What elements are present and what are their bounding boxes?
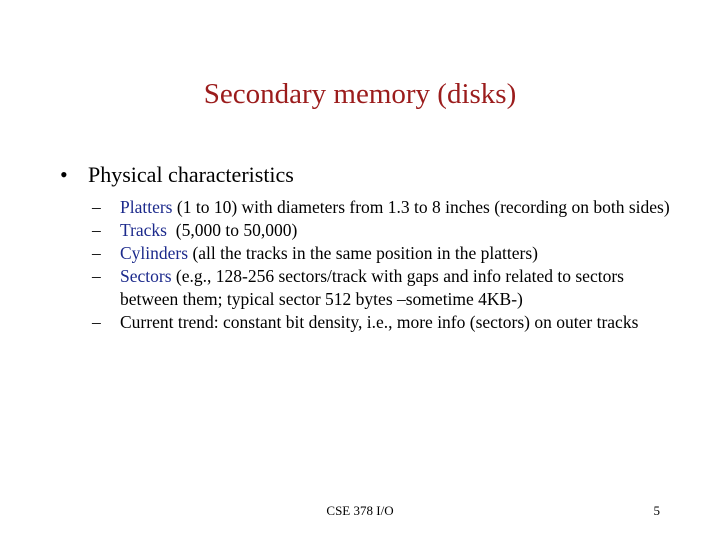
sub-bullet-list (92, 196, 672, 334)
bullet-text: Physical characteristics (88, 162, 294, 187)
dash-marker: – (92, 312, 101, 332)
item-text-platters: (1 to 10) with diameters from 1.3 to 8 inches (recording on both sides) (172, 197, 670, 217)
footer-course-label: CSE 378 I/O (326, 503, 394, 518)
term-cylinders: Cylinders (120, 243, 189, 263)
item-text-current-trend: Current trend: constant bit density, i.e., more info (sectors) on outer tracks (120, 312, 639, 332)
main-bullet (60, 160, 294, 190)
sub-item-current-trend (92, 311, 672, 334)
sub-item-sectors (92, 265, 672, 311)
slide-title: Secondary memory (disks) (203, 78, 517, 110)
dash-marker: – (92, 220, 101, 240)
item-text-sectors: (e.g., 128-256 sectors/track with gaps and info related to sectors between them; typical sector 512 bytes –sometime 4KB-) (120, 266, 624, 309)
dash-marker: – (92, 243, 101, 263)
sub-item-tracks (92, 219, 672, 242)
item-text-tracks: (5,000 to 50,000) (167, 220, 298, 240)
term-platters: Platters (120, 197, 173, 217)
dash-marker: – (92, 266, 101, 286)
sub-item-cylinders (92, 242, 672, 265)
footer-page-number: 5 (653, 503, 660, 518)
bullet-marker: • (60, 162, 68, 187)
term-tracks: Tracks (120, 220, 167, 240)
sub-item-platters (92, 196, 672, 219)
dash-marker: – (92, 197, 101, 217)
item-text-cylinders: (all the tracks in the same position in the platters) (188, 243, 538, 263)
term-sectors: Sectors (120, 266, 172, 286)
